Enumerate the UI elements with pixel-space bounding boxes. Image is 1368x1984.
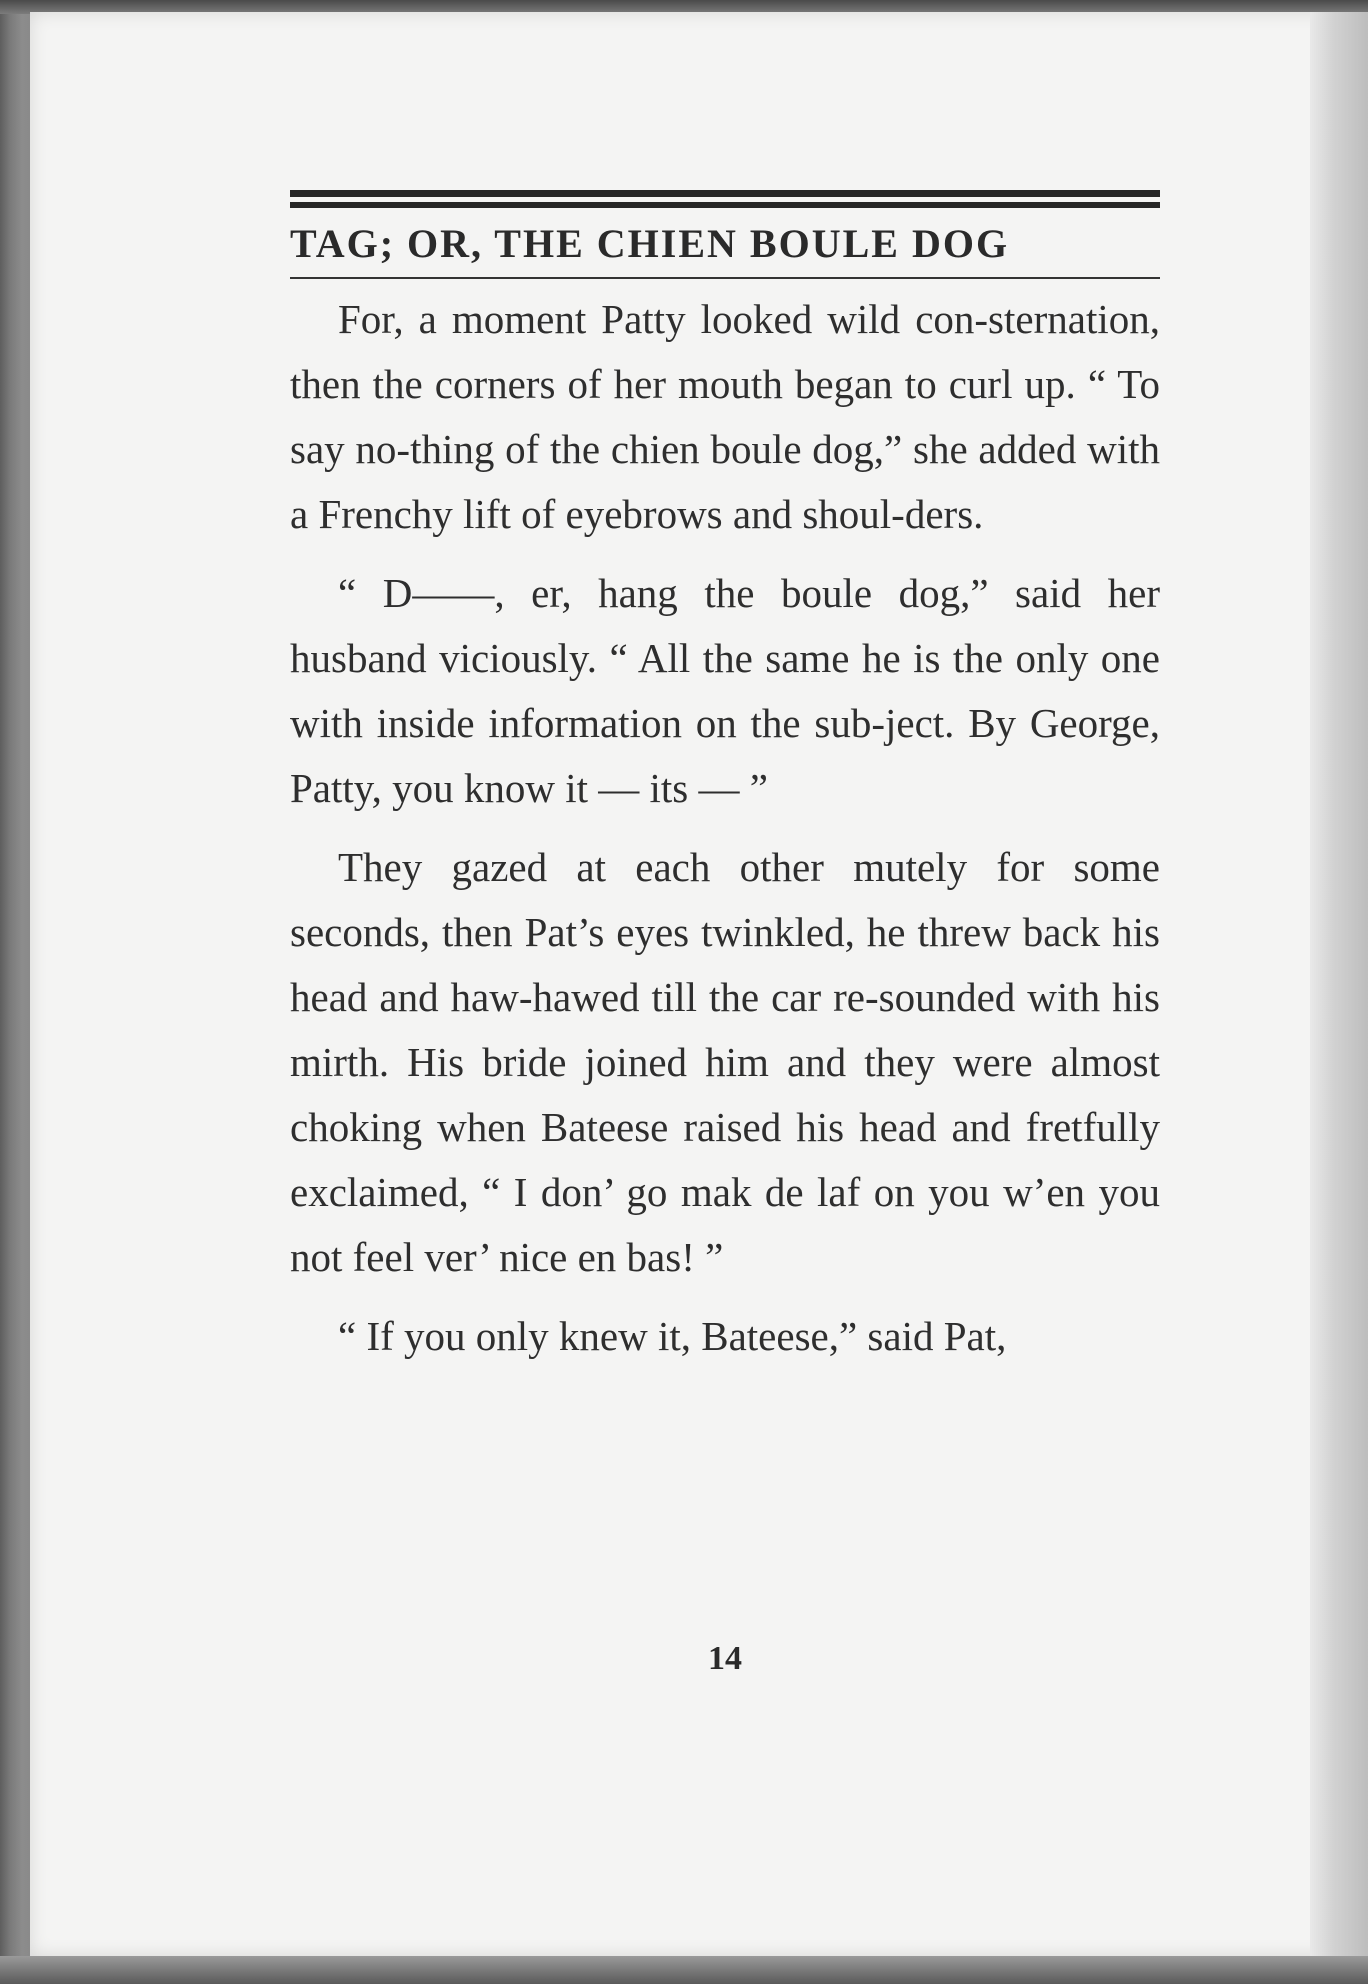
paragraph-1: For, a moment Patty looked wild con-sternation, then the corners of her mouth began to curl up. “ To say no-thing of the chien boule dog,” she added with a Frenchy lift of eyebrows and shoul-ders.: [290, 296, 1160, 537]
paragraph-3: They gazed at each other mutely for some seconds, then Pat’s eyes twinkled, he threw back his head and haw-hawed till the car re-sounded with his mirth. His bride joined him and they were almost choking when Bateese raised his head and fretfully exclaimed, “ I don’ go mak de laf on you w’en you not feel ver’ nice en bas! ”: [290, 844, 1160, 1280]
header-rule-middle: [290, 202, 1160, 208]
scan-bottom-border: [0, 1956, 1368, 1984]
page-edge-shadow: [1310, 12, 1368, 1956]
page-number: 14: [708, 1640, 742, 1677]
paragraph-2: “ D——, er, hang the boule dog,” said her husband viciously. “ All the same he is the only one with inside information on the sub-ject. By George, Patty, you know it — its — ”: [290, 570, 1160, 811]
running-head: TAG; OR, THE CHIEN BOULE DOG: [290, 221, 1010, 266]
header-rule-top: [290, 190, 1160, 197]
paragraph-4: “ If you only knew it, Bateese,” said Pat,: [338, 1313, 1007, 1359]
text-block: [290, 190, 1160, 1677]
